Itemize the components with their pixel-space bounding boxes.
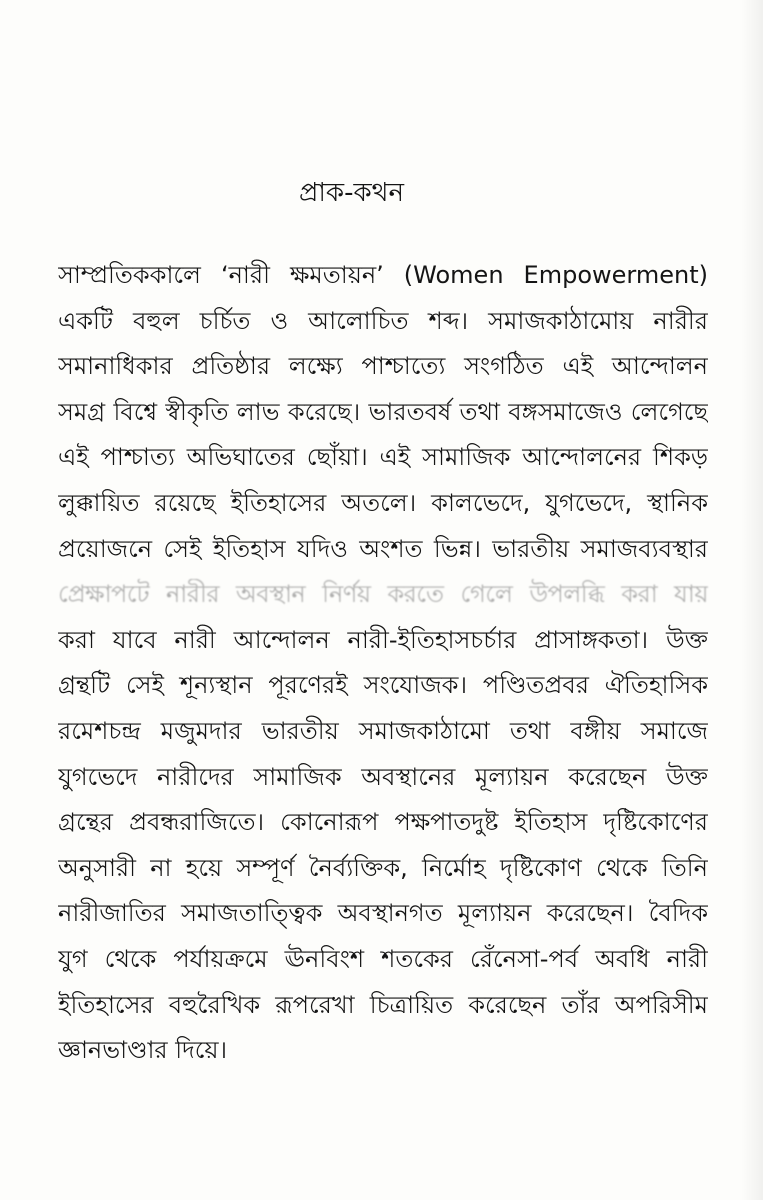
text-line-11: রমেশচন্দ্র মজুমদার ভারতীয় সমাজকাঠামো তথা বঙ্গীয় সমাজে <box>58 716 708 745</box>
text-line-16: যুগ থেকে পর্যায়ক্রমে ঊনবিংশ শতকের রেঁনেসা-পর্ব অবধি নারী <box>58 944 708 973</box>
text-line-15: নারীজাতির সমাজতাত্ত্বিক অবস্থানগত মূল্যায়ন করেছেন। বৈদিক <box>58 899 708 928</box>
text-line-4: সমগ্র বিশ্বে স্বীকৃতি লাভ করেছে। ভারতবর্ষ তথা বঙ্গসমাজেও লেগেছে <box>58 397 708 426</box>
body-paragraph <box>58 253 708 1074</box>
text-line-13: গ্রন্থের প্রবন্ধরাজিতে। কোনোরূপ পক্ষপাতদুষ্ট ইতিহাস দৃষ্টিকোণের <box>58 808 708 837</box>
text-line-6: লুক্কায়িত রয়েছে ইতিহাসের অতলে। কালভেদে, যুগভেদে, স্থানিক <box>58 488 708 517</box>
text-line-3: সমানাধিকার প্রতিষ্ঠার লক্ষ্যে পাশ্চাত্যে সংগঠিত এই আন্দোলন <box>58 352 708 381</box>
text-line-18: জ্ঞানভাণ্ডার দিয়ে। <box>58 1036 228 1065</box>
text-line-12: যুগভেদে নারীদের সামাজিক অবস্থানের মূল্যায়ন করেছেন উক্ত <box>58 762 708 791</box>
text-line-17: ইতিহাসের বহুরৈখিক রূপরেখা চিত্রায়িত করেছেন তাঁর অপরিসীম <box>58 990 708 1019</box>
text-line-2: একটি বহুল চর্চিত ও আলোচিত শব্দ। সমাজকাঠামোয় নারীর <box>58 306 708 335</box>
text-line-10: গ্রন্থটি সেই শূন্যস্থান পূরণেরই সংযোজক। পণ্ডিতপ্রবর ঐতিহাসিক <box>58 671 708 700</box>
text-line-7: প্রয়োজনে সেই ইতিহাস যদিও অংশত ভিন্ন। ভারতীয় সমাজব্যবস্থার <box>58 534 708 563</box>
text-line-1: সাম্প্রতিককালে ‘নারী ক্ষমতায়ন’ (Women Empowerment) <box>58 261 708 289</box>
page-spine-shadow <box>741 0 763 1200</box>
text-line-8-faded: প্রেক্ষাপটে নারীর অবস্থান নির্ণয় করতে গেলে উপলব্ধি করা যায় <box>58 580 708 609</box>
text-line-14: অনুসারী না হয়ে সম্পূর্ণ নৈর্ব্যক্তিক, নির্মোহ দৃষ্টিকোণ থেকে তিনি <box>58 853 708 882</box>
text-line-9: করা যাবে নারী আন্দোলন নারী-ইতিহাসচর্চার প্রাসাঙ্গকতা। উক্ত <box>58 625 708 654</box>
page-heading: প্রাক-কথন <box>298 178 405 208</box>
text-line-5: এই পাশ্চাত্য অভিঘাতের ছোঁয়া। এই সামাজিক আন্দোলনের শিকড় <box>58 443 708 472</box>
